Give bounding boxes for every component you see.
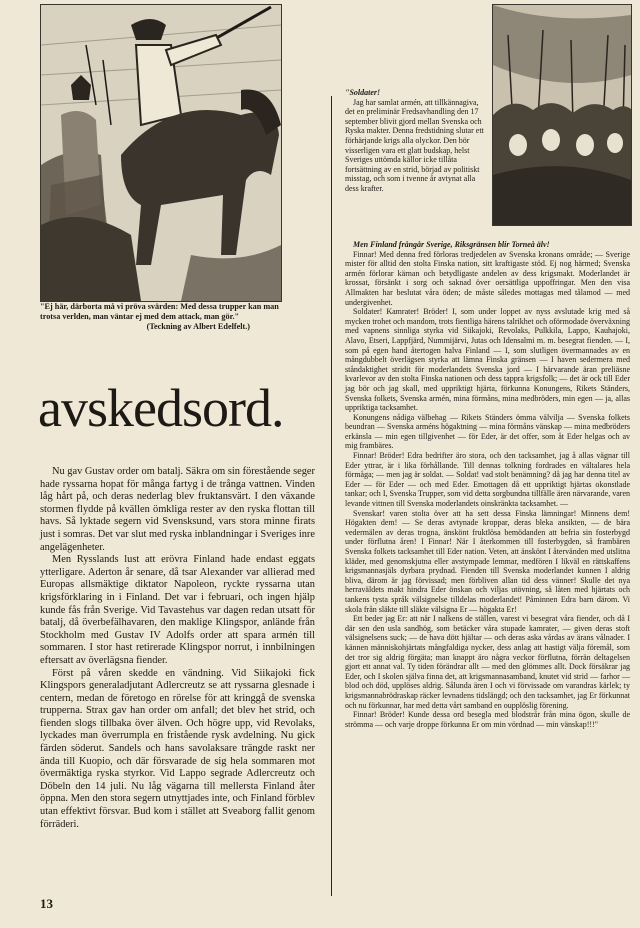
caption-credit: (Teckning av Albert Edelfelt.) [146, 322, 250, 331]
right-paragraph: Konungens nådiga välbehag — Rikets Ständers ömma välvilja — Svenska folkets beundran — Svenska arméns högaktning — mina förmåns vänskap — mina medbröders erkänsla — min egen tillgivenhet — för Eder, är det offer, som åt Eder helgas och av mig frambäres. [345, 412, 630, 451]
right-paragraph: Finnar! Med denna fred förloras tredjedelen av Svenska kronans område; — Sverige mister för alltid den stolta Finska nation, sitt kraftigaste stöd. Ej nog härmed; Svenska armén förlorar kärnan och betydligaste andelen av dess krigsmakt. Moderlandet är krossat, försänkt i sorg och saknad över oersättliga uppoffringar. Men den visa Allmakten har beslutat våra öden; de måste således mottagas med tålamod — med undergivenhet. [345, 249, 630, 307]
right-body-column [345, 240, 630, 729]
speech-heading: "Soldater! [345, 88, 381, 97]
right-paragraph: Finnar! Bröder! Kunde dessa ord besegla med blodstrår från mina ögon, skulle de strömma — och varje droppe förkunna Er om min vördnad — min vänskap!!!" [345, 710, 630, 729]
right-paragraph: Soldater! Kamrater! Bröder! I, som under loppet av nyss avslutade krig med så mycken trohet och mandom, trots fientliga härens talrikhet och oförmodade överväxning med vapnens sinnliga styrka vid Siikajoki, Revolaks, Pulkkila, Lappo, Kauhajoki, Alavo, Etseri, Lappfjärd, Nummijärvi, Jutas och Idensalmi m. m. besegrat fienden. — I, som på egen hand återtogen halva Finland — I, som slutligen övermannades av en mångdubbelt överlägsen styrka att lämna Finska gränsen — I haven sedermera med ståndaktighet stridit för moderlandets Svenska jord — I härvarande äran preliäsne kvarlevor av den stolta Finska nationen och dess tappra krigsfolk; — det är ock till Eder jag bör och jag skall, med uppriktigt hjärta, förkunna Konungens, Rikets Ständers, Svenska folkets, Svenska armén, mina förmåns, mina medbröders, min egen — ja, allas uppriktiga tacksamhet. [345, 307, 630, 413]
page-number: 13 [40, 896, 53, 911]
caption-quote: "Ej här, därborta må vi pröva svärden: Med dessa trupper kan man trotsa verlden, man väntar ej med dem attack, man gör." [40, 302, 279, 321]
right-paragraph: Ett beder jag Er: att när I nalkens de ställen, varest vi besegrat våra fiender, och då I där sen den usla sandhög, som betäcker våra stupade kamrater, — given deras stoft välsignelsens suck; — de hava dött hjältar — och deras aska vårdas av ärans vålnader. I kännen människohjärtats mångfaldiga nycker, dess anlag att hastigt välja föremål, som det tror sig aldrig förgäta; man knappt äro några veckor förflutna, förrän deltagelsen gjort ett annat val. Ty tiden förändrar allt — med den glömmes allt. Dock försäkrar jag Eder, och I skolen själva finna det, att krigsmannasamband, knutet vid strid — farhor — blod och död, upplöses aldrig. Sålunda ären I och vi förvissade om varandras kärlek; ty krigsmannabrödraskap räcker levnadens tidslängd; och den tacksamhet, jag Er förkunnat och nu förkunnar, har med detta vårt samband en oupplöslig förening. [345, 614, 630, 710]
illustration-soldiers [492, 4, 632, 226]
right-paragraph: Finnar! Bröder! Edra bedrifter äro stora, och den tacksamhet, jag å allas vägnar till Eder yttrar, är i lika förhållande. Till dennas tolkning fordrades en vältalares hela förmåga; — men jag är soldat. — Soldat! vad stolt benämning? då jag har denna titel av Eder — för Eder — och med Eder. Emottagen då ett uppriktigt hjärtas okonstlade tankar; och I, Svenska Trupper, som vid detta sorgbundna tillfälle ären närvarande, varen levande vittnen till Svenska moderlandets oinskränkta tacksamhet. — [345, 451, 630, 509]
speech-intro-text: Jag har samlat armén, att tillkännagiva, det en preliminär Fredsavhandling den 17 september blivit gjord mellan Svenska och Ryska makter. Denna fredstidning slutar ett förhärjande krigs alla olyckor. Den bör visserligen vara ett glatt budskap, helst Sveriges uttömda källor icke tillåta fortsättning av en strid, börjad av politiskt misstag, och som i tvenne år avtynat alla dess krafter. [345, 97, 484, 193]
engraving-drawing [41, 5, 281, 301]
speech-intro [345, 88, 485, 194]
left-body-column [40, 466, 315, 831]
illustration-officer-on-horse [40, 4, 282, 302]
right-paragraph: Svenskar! varen stolta över att ha sett dessa Finska lämningar! Minnens dem! Högakten dem! — Se deras avtynade kroppar, deras bleka ansikten, — de bära vedermälen av deras trogna, änskönt fruktlösa bemödanden att befria sin fosterbygd under förflutna åren! I Finnar! När I återkommen till fosterbygden, så frambären Svenska folkets tacksamhet till Eder nation. Veten, att änskönt I återvänden med utslitna kläder, med genomskjutna eller avstympade lemmar, medfören I likväl en rättskaffens krigsmannasjäls dyrbara prydnad. Fienden till Svenska moderlandet kunnen I aldrig bliva, därom är jag förvissad; men förbliven allan tid dess vänner! Skulle det nya herraväldets makt hindra Eder önskan och viljas utövning, så låten med hjärtats och tankens tysta språk välsignelse tilldelas moderlandet! Påminnen Edra barn därom. Vi skola från släkte till släkte välsigna Er — högakta Er! [345, 508, 630, 614]
left-paragraph: Men Rysslands lust att erövra Finland hade endast eggats ytterligare. Aderton år senare, då tsar Alexander var allierad med Europas allsmäktige diktator Napoleon, ryckte ryssarna utan krigsförklaring in i Finland. Det var i februari, och ingen hjälp kunde fås från Sverige. Vid Tavastehus var dagen redan utsatt för batalj, då överbefälhavaren, den maklige Klingspor, anlände från Stockholm med Gustav IV Adolfs order att spara armén till sommaren. I stor hast retirerade Klingspor norrut, i innbilningen eftersatt av överlägsna fiender. [40, 554, 315, 666]
illustration-caption [40, 302, 280, 332]
left-paragraph: Först på våren skedde en vändning. Vid Siikajoki fick Klingspors generaladjutant Adlercreutz se att ryssarna glesnade i centern, medan de företogo en rörelse för att kringgå de svenska trupperna. Strax gav han order om anfall; det blev het strid, och fienden slogs tillbaka över älven. Och högre upp, vid Revolaks, lyckades man överrumpla en fristående rysk avdelning. Nu gick färden söderut. Sandels och hans savolaksare trängde raskt ner ända till Kuopio, och där försvarade de sig hela sommaren mot övermäktiga ryska styrkor. Vid Lappo segrade Adlercreutz och Döbeln den 14 juli. Nu låg vägarna till mellersta Finland åter öppna. Men den stora segern utnyttjades inte, och Finland förblev utan effektivt försvar. Bud kom i stället att Sveaborg fallit genom förräderi. [40, 667, 315, 830]
soldiers-drawing [493, 5, 631, 225]
article-headline: avskedsord. [38, 378, 284, 438]
speech-subheading: Men Finland frångår Sverige, Riksgränsen blir Torneå älv! [353, 240, 550, 249]
left-paragraph: Nu gav Gustav order om batalj. Säkra om sin förestående seger hade ryssarna hopat för många fartyg i de trånga vattnen. Vinden låg hårt på, och deras nederlag blev fruktansvärt. I den växande stormen flydde på kvällen ömkliga rester av den ryska flottan till havs. Så lyktade segern vid Svensksund, vars stora minne firats just i somras. Det var slut med ryska inblandningar i Sveriges inre angelägenheter. [40, 466, 315, 553]
column-divider [331, 96, 332, 896]
